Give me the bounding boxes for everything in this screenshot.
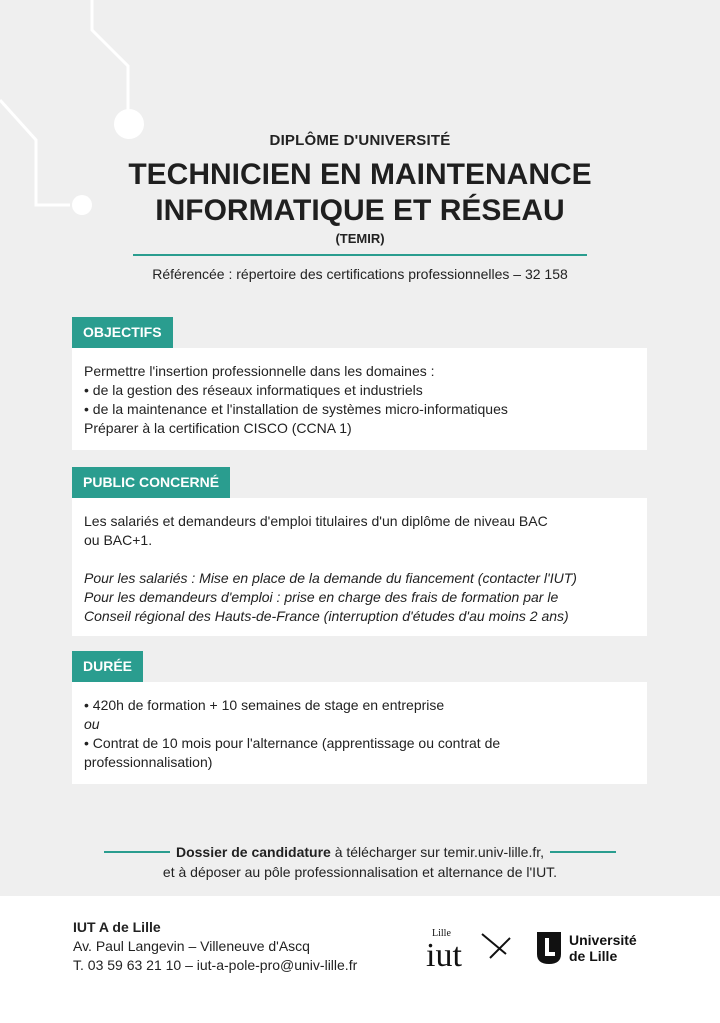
universite-lille-emblem-icon	[535, 930, 563, 966]
notice-text: à télécharger sur temir.univ-lille.fr,	[330, 844, 545, 860]
institution-contact: T. 03 59 63 21 10 – iut-a-pole-pro@univ-lille.fr	[73, 957, 358, 973]
objectifs-line: Préparer à la certification CISCO (CCNA 1)	[84, 420, 352, 436]
footer-address	[73, 918, 357, 975]
duree-line: • 420h de formation + 10 semaines de stage en entreprise	[84, 697, 445, 713]
title-divider	[133, 254, 587, 256]
institution-name: IUT A de Lille	[73, 919, 161, 935]
duree-ou: ou	[84, 716, 100, 732]
section-tab-objectifs: OBJECTIFS	[72, 317, 173, 348]
duree-line: professionnalisation)	[84, 754, 213, 770]
objectifs-line: • de la maintenance et l'installation de systèmes micro-informatiques	[84, 401, 508, 417]
title-line-1: TECHNICIEN EN MAINTENANCE	[128, 158, 592, 191]
notice-line-2: et à déposer au pôle professionnalisation et alternance de l'IUT.	[162, 864, 558, 880]
institution-address: Av. Paul Langevin – Villeneuve d'Ascq	[73, 938, 310, 954]
notice-bold: Dossier de candidature	[175, 844, 331, 860]
section-tab-public: PUBLIC CONCERNÉ	[72, 467, 230, 498]
certification-reference: Référencée : répertoire des certifications professionnelles – 32 158	[152, 266, 568, 282]
application-notice	[0, 842, 720, 882]
public-line: Les salariés et demandeurs d'emploi titulaires d'un diplôme de niveau BAC	[84, 513, 548, 529]
title-line-2: INFORMATIQUE ET RÉSEAU	[155, 194, 565, 227]
notice-left-line	[104, 851, 170, 853]
iut-logo-small: Lille	[432, 928, 451, 939]
section-tab-duree: DURÉE	[72, 651, 143, 682]
ul-line-1: Université	[569, 932, 637, 948]
section-box-objectifs	[72, 348, 647, 450]
title-acronym: (TEMIR)	[335, 231, 385, 246]
diploma-kicker: DIPLÔME D'UNIVERSITÉ	[269, 132, 451, 149]
page-title	[0, 157, 720, 229]
duree-line: • Contrat de 10 mois pour l'alternance (apprentissage ou contrat de	[84, 735, 501, 751]
document-header	[0, 132, 720, 282]
footer	[0, 896, 720, 1023]
objectifs-line: Permettre l'insertion professionnelle dans les domaines :	[84, 363, 435, 379]
iut-logo	[424, 924, 514, 979]
section-box-public	[72, 498, 647, 636]
iut-logo-main: iut	[426, 937, 462, 974]
public-italic-line: Pour les demandeurs d'emploi : prise en charge des frais de formation par le	[84, 589, 559, 605]
public-line: ou BAC+1.	[84, 532, 153, 548]
public-italic-line: Conseil régional des Hauts-de-France (interruption d'études d'au moins 2 ans)	[84, 608, 569, 624]
objectifs-line: • de la gestion des réseaux informatiques et industriels	[84, 382, 423, 398]
universite-de-lille-logo	[535, 930, 637, 966]
public-italic-line: Pour les salariés : Mise en place de la demande du fiancement (contacter l'IUT)	[84, 570, 577, 586]
section-box-duree	[72, 682, 647, 784]
notice-right-line	[550, 851, 616, 853]
ul-line-2: de Lille	[569, 948, 618, 964]
